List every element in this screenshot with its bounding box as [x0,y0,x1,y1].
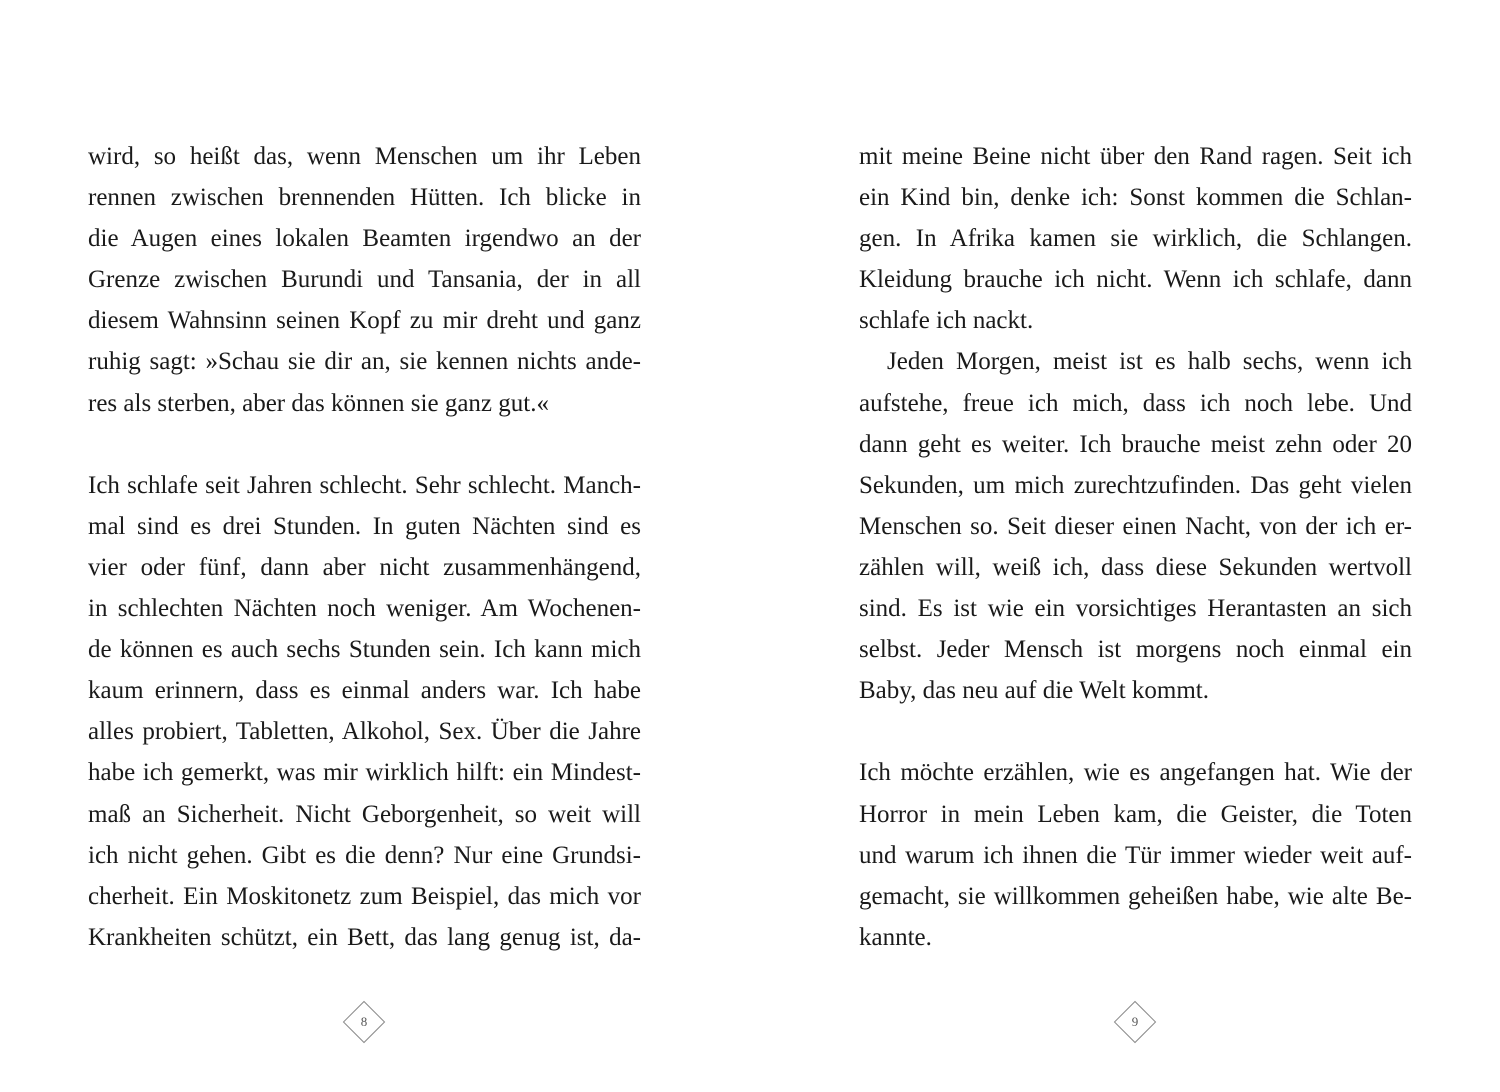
text-line: Kleidung brauche ich nicht. Wenn ich schlafe, dann [859,266,1412,294]
text-line: Baby, das neu auf die Welt kommt. [859,677,1209,705]
text-line: rennen zwischen brennenden Hütten. Ich blicke in [88,184,641,212]
text-line: alles probiert, Tabletten, Alkohol, Sex. Über die Jahre [88,718,641,746]
page-number: 8 [360,1014,368,1029]
text-line: Jeden Morgen, meist ist es halb sechs, wenn ich [887,348,1412,376]
text-line: de können es auch sechs Stunden sein. Ich kann mich [88,636,641,664]
text-line: Grenze zwischen Burundi und Tansania, der in all [88,266,641,294]
left-page-text [88,136,641,958]
text-line: zählen will, weiß ich, dass diese Sekunden wertvoll [859,553,1412,581]
text-line: ein Kind bin, denke ich: Sonst kommen die Schlan- [859,184,1412,212]
text-line: Krankheiten schützt, ein Bett, das lang genug ist, da- [88,923,641,951]
text-line: Ich möchte erzählen, wie es angefangen hat. Wie der [859,759,1412,787]
text-line: mit meine Beine nicht über den Rand ragen. Seit ich [859,143,1412,170]
paragraph [859,752,1412,957]
text-line: maß an Sicherheit. Nicht Geborgenheit, so weit will [88,800,641,828]
text-line: Horror in mein Leben kam, die Geister, die Toten [859,800,1412,828]
text-line: gemacht, sie willkommen geheißen habe, wie alte Be- [859,882,1412,910]
text-line: aufstehe, freue ich mich, dass ich noch lebe. Und [859,389,1412,417]
paragraph [859,341,1412,711]
text-line: dann geht es weiter. Ich brauche meist zehn oder 20 [859,430,1412,458]
paragraph [88,465,641,958]
text-line: die Augen eines lokalen Beamten irgendwo an der [88,225,641,253]
right-page-text [859,136,1412,958]
section-break [859,711,1412,752]
text-line: diesem Wahnsinn seinen Kopf zu mir dreht und ganz [88,307,641,335]
paragraph [859,136,1412,341]
page-number: 9 [1131,1014,1139,1029]
right-page [750,0,1500,1092]
text-line: habe ich gemerkt, was mir wirklich hilft: ein Mindest- [88,759,641,787]
text-line: Ich schlafe seit Jahren schlecht. Sehr schlecht. Manch- [88,471,641,499]
text-line: kannte. [859,923,932,951]
text-line: in schlechten Nächten noch weniger. Am Wochenen- [88,595,641,623]
text-line: res als sterben, aber das können sie ganz gut.« [88,389,549,417]
text-line: schlafe ich nackt. [859,307,1034,335]
text-line: ich nicht gehen. Gibt es die denn? Nur eine Grundsi- [88,841,641,869]
text-line: sind. Es ist wie ein vorsichtiges Herantasten an sich [859,595,1412,623]
text-line: Sekunden, um mich zurechtzufinden. Das geht vielen [859,471,1412,499]
text-line: und warum ich ihnen die Tür immer wieder weit auf- [859,841,1412,869]
paragraph [88,136,641,424]
text-line: kaum erinnern, dass es einmal anders war. Ich habe [88,677,641,705]
page-number-badge [1113,1000,1157,1044]
text-line: wird, so heißt das, wenn Menschen um ihr Leben [88,143,641,170]
text-line: selbst. Jeder Mensch ist morgens noch einmal ein [859,636,1412,664]
text-line: cherheit. Ein Moskitonetz zum Beispiel, das mich vor [88,882,641,910]
section-break [88,424,641,465]
text-line: mal sind es drei Stunden. In guten Nächten sind es [88,512,641,540]
text-line: Menschen so. Seit dieser einen Nacht, von der ich er- [859,512,1412,540]
text-line: gen. In Afrika kamen sie wirklich, die Schlangen. [859,225,1412,253]
page-number-badge [342,1000,386,1044]
text-line: vier oder fünf, dann aber nicht zusammenhängend, [88,553,641,581]
text-line: ruhig sagt: »Schau sie dir an, sie kennen nichts ande- [88,348,641,376]
